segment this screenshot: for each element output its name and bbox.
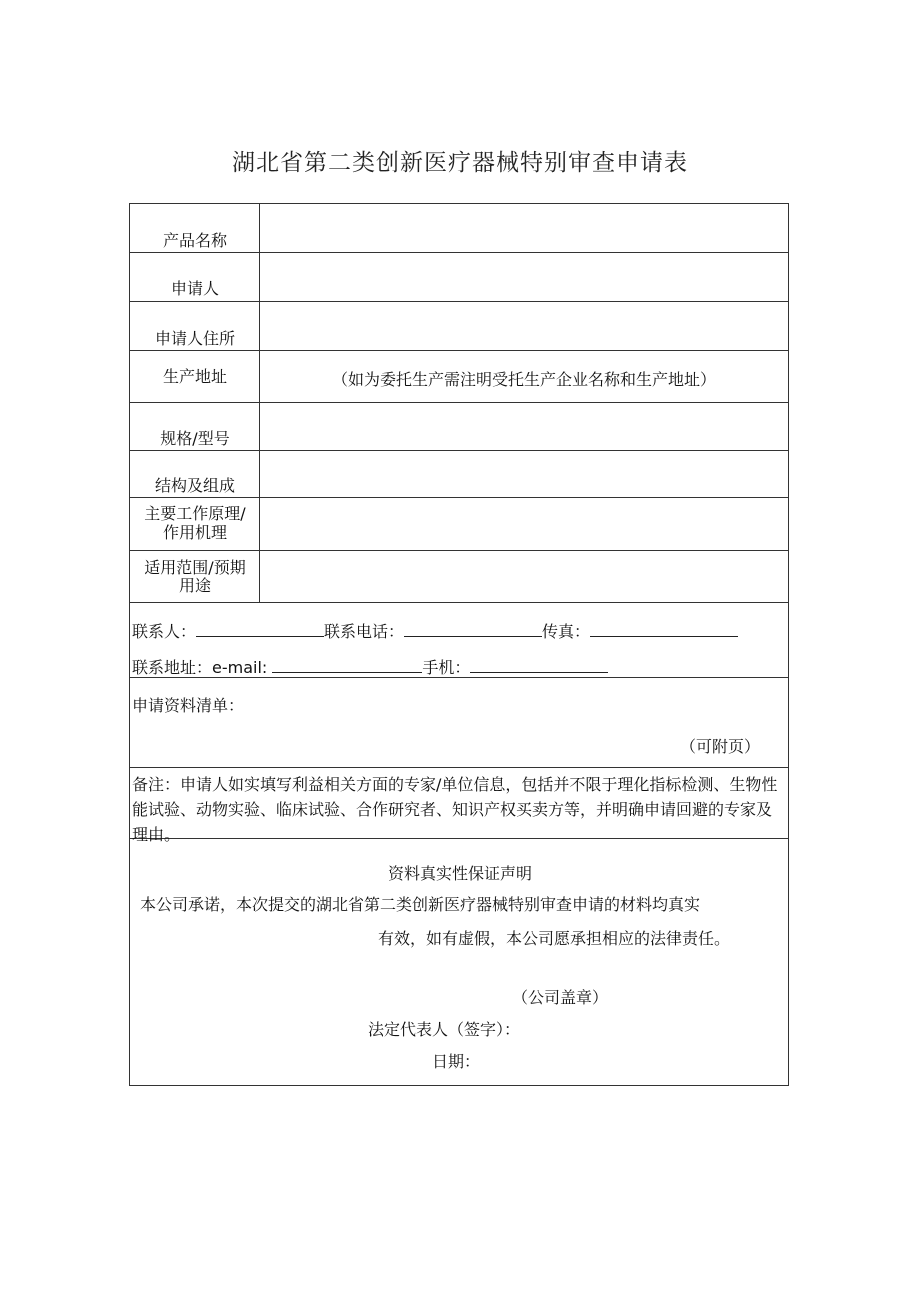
email-label: e-mail: [212, 658, 268, 677]
declaration-line-2: 有效，如有虚假，本公司愿承担相应的法律责任。 [378, 929, 731, 948]
row-scope [130, 551, 788, 603]
materials-attach-note: （可附页） [679, 737, 760, 756]
remark-text: 备注：申请人如实填写利益相关方面的专家/单位信息，包括并不限于理化指标检测、生物性能试验、动物实验、临床试验、合作研究者、知识产权买卖方等，并明确申请回避的专家及理由。 [132, 775, 778, 844]
contact-person-field[interactable] [196, 621, 324, 637]
row-remark [130, 768, 788, 844]
production-address-label: 生产地址 [162, 367, 227, 386]
contact-address-label: 联系地址： [132, 658, 213, 677]
row-principle [130, 498, 788, 551]
fax-field[interactable] [590, 621, 738, 637]
mobile-label: 手机： [422, 658, 471, 677]
row-structure [130, 451, 788, 498]
row-contact [130, 603, 788, 678]
declaration-heading: 资料真实性保证声明 [387, 864, 532, 883]
spec-model-label: 规格/型号 [160, 429, 230, 448]
contact-person-label: 联系人： [132, 622, 197, 641]
form-title: 湖北省第二类创新医疗器械特别审查申请表 [232, 150, 688, 176]
applicant-field[interactable] [260, 253, 788, 301]
contact-line-2 [132, 655, 608, 678]
row-materials [130, 678, 788, 768]
production-address-hint[interactable]: （如为委托生产需注明受托生产企业名称和生产地址） [331, 370, 716, 389]
applicant-address-label: 申请人住所 [154, 329, 235, 348]
applicant-label: 申请人 [170, 279, 219, 298]
principle-field[interactable] [260, 498, 788, 550]
row-production-address [130, 351, 788, 403]
principle-label-line2: 作用机理 [162, 523, 227, 542]
spec-model-field[interactable] [260, 403, 788, 450]
row-product-name [130, 204, 788, 253]
declaration-line-1: 本公司承诺，本次提交的湖北省第二类创新医疗器械特别审查申请的材料均真实 [140, 895, 701, 914]
application-form [129, 203, 789, 1086]
date-label: 日期： [432, 1052, 481, 1071]
scope-label-line1: 适用范围/预期 [144, 558, 246, 577]
row-spec-model [130, 403, 788, 451]
company-seal-label: （公司盖章） [512, 988, 609, 1007]
mobile-field[interactable] [470, 657, 608, 673]
row-applicant [130, 253, 788, 302]
legal-rep-signature-label: 法定代表人（签字）： [368, 1020, 521, 1039]
materials-label: 申请资料清单： [132, 696, 245, 715]
product-name-label: 产品名称 [162, 231, 227, 250]
structure-field[interactable] [260, 451, 788, 497]
row-declaration [130, 839, 788, 1085]
scope-label-line2: 用途 [178, 576, 211, 595]
principle-label-line1: 主要工作原理/ [144, 504, 246, 523]
structure-label: 结构及组成 [154, 476, 235, 495]
contact-phone-field[interactable] [404, 621, 542, 637]
contact-line-1 [132, 619, 738, 642]
product-name-field[interactable] [260, 204, 788, 252]
fax-label: 传真： [542, 622, 591, 641]
scope-field[interactable] [260, 551, 788, 602]
row-applicant-address [130, 302, 788, 351]
applicant-address-field[interactable] [260, 302, 788, 350]
email-field[interactable] [272, 657, 422, 673]
contact-phone-label: 联系电话： [324, 622, 405, 641]
